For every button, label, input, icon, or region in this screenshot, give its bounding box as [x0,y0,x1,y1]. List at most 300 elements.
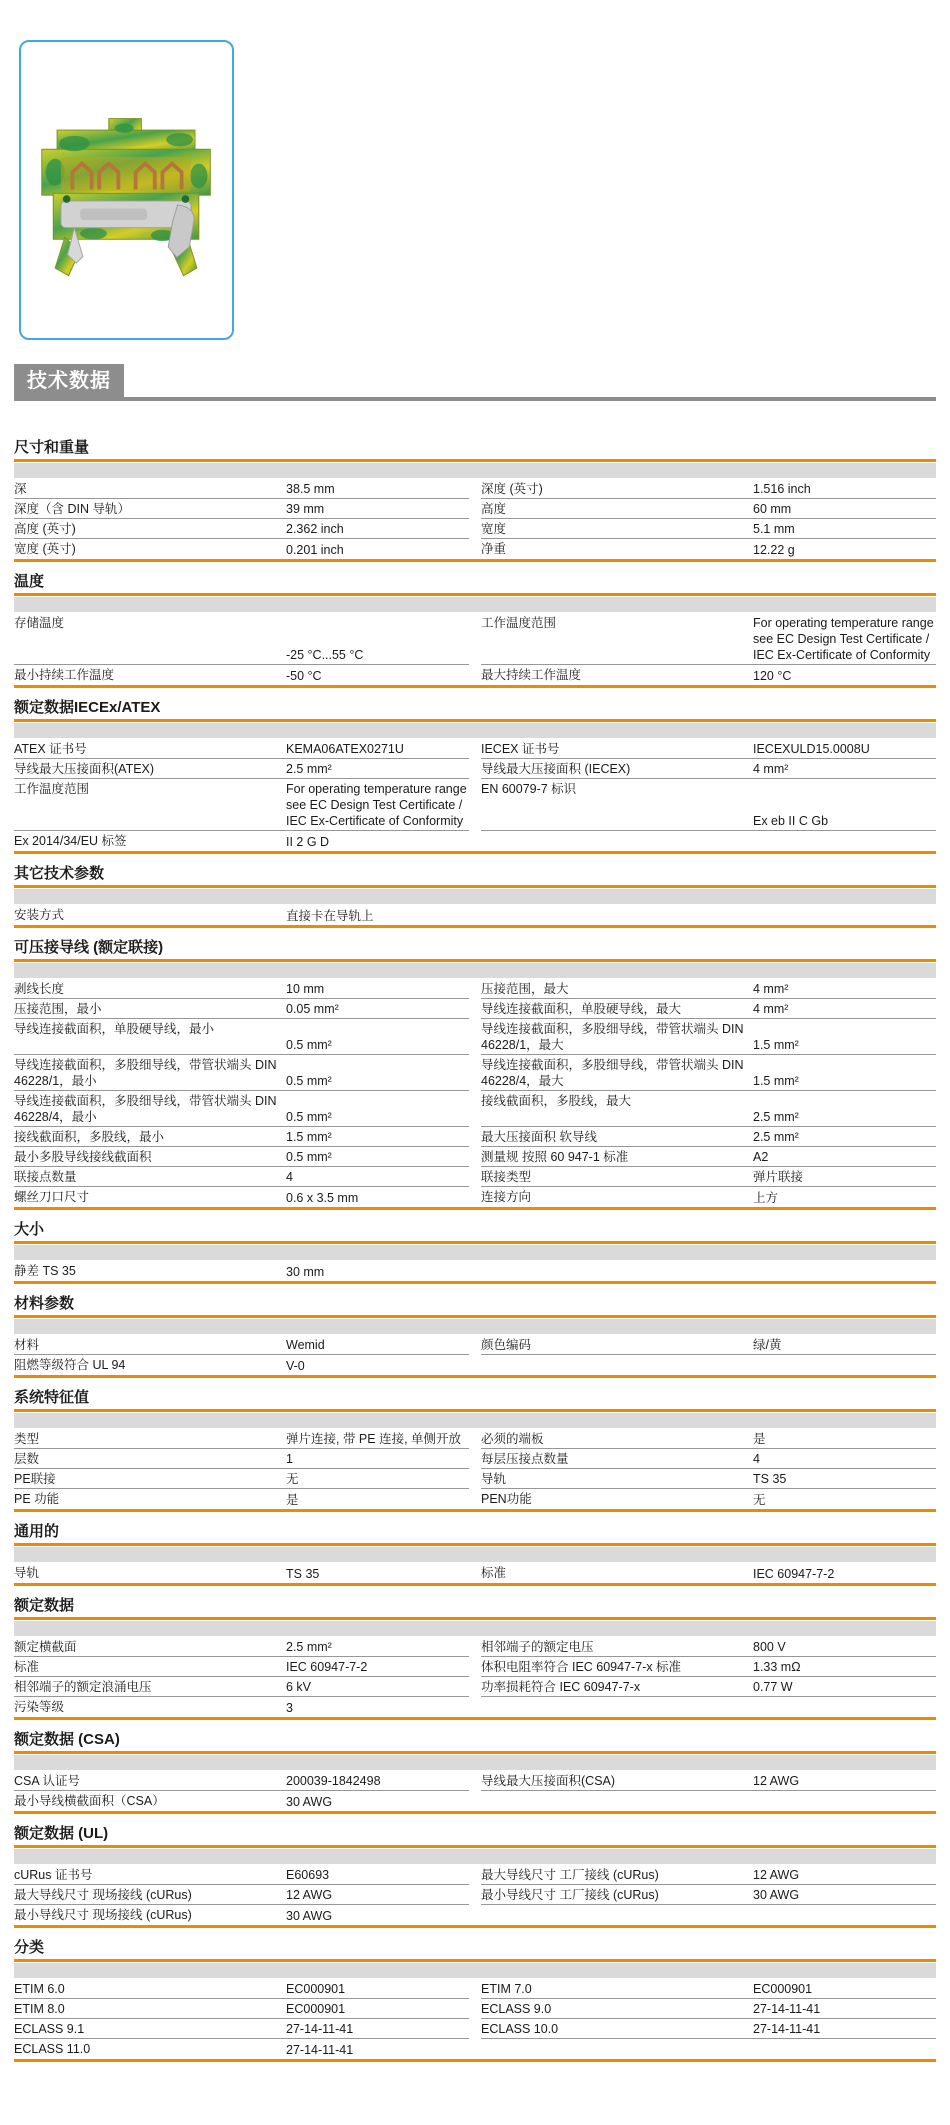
spec-value: 1.33 mΩ [753,1660,801,1674]
spec-value: 1 [286,1452,293,1466]
spec-value: 2.5 mm² [286,762,332,776]
section-bottom-rule [14,1811,936,1814]
spec-value: 直接卡在导轨上 [286,909,374,923]
spec-label: 导线最大压接面积(CSA) [481,1774,616,1788]
spec-label: 最小持续工作温度 [14,668,115,682]
spec-label: 宽度 [481,522,507,536]
section-bottom-rule [14,1375,936,1378]
spec-label: ATEX 证书号 [14,742,87,756]
spec-label: ECLASS 10.0 [481,2022,559,2036]
spec-cell [481,1905,936,1925]
spec-cell [481,1697,936,1717]
spec-cell [14,1979,469,1999]
spec-value: 是 [286,1493,299,1507]
spec-cell [14,1563,469,1583]
spec-cell [14,779,469,831]
spec-value: -50 °C [286,669,322,683]
spec-value: IECEXULD15.0008U [753,742,870,756]
spec-value: 200039-1842498 [286,1774,381,1788]
spec-label: 接线截面积，多股线，最小 [14,1130,165,1144]
spec-cell [14,1657,469,1677]
spec-cell [14,905,469,925]
spec-value: 0.77 W [753,1680,793,1694]
spec-label: 导线连接截面积，多股细导线，带管状端头 DIN 46228/1，最大 [481,1022,744,1052]
spec-label: ETIM 8.0 [14,2002,65,2016]
section-title: 额定数据 (UL) [14,1825,109,1842]
section-title: 额定数据 (CSA) [14,1731,120,1748]
product-image [36,114,218,286]
spec-value: IEC 60947-7-2 [753,1567,835,1581]
spec-cell [14,1791,469,1811]
spec-value: 上方 [753,1191,779,1205]
spec-value: 60 mm [753,502,792,516]
section-10 [14,1731,936,1814]
section-3 [14,865,936,928]
spec-cell [14,759,469,779]
spec-value: 1.5 mm² [753,1074,799,1088]
spec-cell [14,1865,469,1885]
spec-cell [14,1905,469,1925]
spec-cell [481,1979,936,1999]
spec-value: 27-14-11-41 [286,2043,354,2057]
spec-label: 导线连接截面积，单股硬导线，最小 [14,1022,215,1036]
spec-value: E60693 [286,1868,330,1882]
spec-table [14,739,936,851]
spec-value: 是 [753,1432,766,1446]
section-header-band [14,1547,936,1562]
spec-cell [481,1677,936,1697]
spec-value: 0.05 mm² [286,1002,339,1016]
spec-label: 最小导线横截面积（CSA） [14,1794,165,1808]
spec-cell [481,1335,936,1355]
spec-cell [481,1563,936,1583]
spec-value: 弹片连接, 带 PE 连接, 单侧开放 [286,1432,462,1446]
section-bottom-rule [14,2059,936,2062]
spec-label: 高度 (英寸) [14,522,76,536]
spec-value: 6 kV [286,1680,312,1694]
spec-label: 导线最大压接面积 (IECEX) [481,762,631,776]
spec-cell [14,1999,469,2019]
spec-label: IECEX 证书号 [481,742,560,756]
spec-label: 存储温度 [14,616,65,630]
section-2 [14,699,936,854]
spec-cell [481,1355,936,1375]
spec-cell [481,1261,936,1281]
spec-label: 导线连接截面积，多股细导线，带管状端头 DIN 46228/4，最大 [481,1058,744,1088]
spec-label: 工作温度范围 [14,782,90,796]
spec-label: 连接方向 [481,1190,532,1204]
spec-cell [481,1167,936,1187]
spec-value: 1.5 mm² [286,1130,332,1144]
spec-label: 测量规 按照 60 947-1 标准 [481,1150,629,1164]
spec-value: 0.201 inch [286,543,344,557]
terminal-block-body [41,119,210,276]
spec-label: 体积电阻率符合 IEC 60947-7-x 标准 [481,1660,682,1674]
spec-table [14,1429,936,1509]
spec-cell [481,1999,936,2019]
section-title: 额定数据 [14,1597,75,1614]
spec-label: 标准 [481,1566,507,1580]
spec-cell [14,479,469,499]
spec-cell [14,613,469,665]
section-header-band [14,1245,936,1260]
spec-cell [481,479,936,499]
spec-value: IEC 60947-7-2 [286,1660,368,1674]
spec-value: 0.5 mm² [286,1038,332,1052]
spec-value: 弹片联接 [753,1170,804,1184]
spec-cell [481,2019,936,2039]
section-bottom-rule [14,1509,936,1512]
spec-table [14,1563,936,1583]
spec-table [14,1335,936,1375]
spec-label: 导线连接截面积，多股细导线，带管状端头 DIN 46228/1，最小 [14,1058,277,1088]
spec-label: ECLASS 9.1 [14,2022,85,2036]
section-bottom-rule [14,1281,936,1284]
spec-cell [481,1147,936,1167]
section-title: 可压接导线 (额定联接) [14,939,164,956]
spec-cell [14,1167,469,1187]
spec-cell [481,1127,936,1147]
spec-cell [481,1791,936,1811]
spec-value: EC000901 [286,1982,346,1996]
spec-value: 30 AWG [286,1909,333,1923]
section-6 [14,1295,936,1378]
spec-label: 必须的端板 [481,1432,544,1446]
section-bottom-rule [14,559,936,562]
section-top-rule [14,719,936,722]
spec-cell [14,2019,469,2039]
spec-label: CSA 认证号 [14,1774,80,1788]
spec-table [14,1771,936,1811]
tech-data-heading: 技术数据 [14,364,124,397]
section-8 [14,1523,936,1586]
spec-cell [481,1449,936,1469]
spec-table [14,1637,936,1717]
spec-label: Ex 2014/34/EU 标签 [14,834,127,848]
spec-label: 层数 [14,1452,40,1466]
spec-value: 0.5 mm² [286,1074,332,1088]
spec-cell [481,1885,936,1905]
spec-value: 0.6 x 3.5 mm [286,1191,359,1205]
section-title: 额定数据IECEx/ATEX [14,699,161,716]
section-top-rule [14,1617,936,1620]
spec-cell [481,779,936,831]
section-bottom-rule [14,1925,936,1928]
spec-value: 4 mm² [753,762,789,776]
section-header-band [14,1621,936,1636]
section-7 [14,1389,936,1512]
spec-cell [481,665,936,685]
spec-label: 净重 [481,542,507,556]
spec-label: 阻燃等级符合 UL 94 [14,1358,126,1372]
spec-cell [481,539,936,559]
spec-cell [481,999,936,1019]
spec-value: 38.5 mm [286,482,335,496]
spec-label: 导线连接截面积，单股硬导线，最大 [481,1002,682,1016]
spec-label: 螺丝刀口尺寸 [14,1190,90,1204]
spec-cell [481,1657,936,1677]
section-0 [14,439,936,562]
section-title: 通用的 [14,1523,60,1540]
spec-value: 39 mm [286,502,325,516]
spec-cell [14,739,469,759]
spec-label: 最大压接面积 软导线 [481,1130,597,1144]
section-top-rule [14,1241,936,1244]
spec-label: ECLASS 9.0 [481,2002,552,2016]
spec-label: 相邻端子的额定电压 [481,1640,594,1654]
spec-value: 12.22 g [753,543,795,557]
spec-label: 功率损耗符合 IEC 60947-7-x [481,1680,641,1694]
section-9 [14,1597,936,1720]
spec-value: 4 mm² [753,982,789,996]
spec-label: PEN功能 [481,1492,532,1506]
spec-cell [14,1677,469,1697]
spec-label: 导线连接截面积，多股细导线，带管状端头 DIN 46228/4，最小 [14,1094,277,1124]
spec-label: cURus 证书号 [14,1868,93,1882]
spec-value: 无 [753,1493,766,1507]
spec-cell [481,759,936,779]
spec-label: PE联接 [14,1472,56,1486]
spec-cell [14,1449,469,1469]
spec-table [14,1979,936,2059]
section-header-band [14,889,936,904]
spec-cell [481,1055,936,1091]
spec-label: 深度 (英寸) [481,482,543,496]
spec-label: 标准 [14,1660,40,1674]
spec-cell [14,1489,469,1509]
spec-cell [14,519,469,539]
section-header-band [14,1319,936,1334]
spec-label: 最大导线尺寸 工厂接线 (cURus) [481,1868,659,1882]
spec-value: 120 °C [753,669,792,683]
spec-cell [14,1771,469,1791]
section-5 [14,1221,936,1284]
spec-cell [14,1637,469,1657]
section-header-band [14,1963,936,1978]
spec-cell [14,831,469,851]
spec-cell [481,1019,936,1055]
sections-container [14,439,936,2062]
spec-label: 导线最大压接面积(ATEX) [14,762,155,776]
spec-value: TS 35 [753,1472,787,1486]
spec-value: 30 mm [286,1265,325,1279]
spec-value: 30 AWG [753,1888,800,1902]
section-header-band [14,1755,936,1770]
spec-label: ETIM 7.0 [481,1982,532,1996]
section-title: 材料参数 [14,1295,75,1312]
section-header-band [14,1849,936,1864]
spec-table [14,905,936,925]
spec-value: II 2 G D [286,835,330,849]
spec-value: 27-14-11-41 [753,2002,821,2016]
spec-value: 1.5 mm² [753,1038,799,1052]
spec-label: 导轨 [14,1566,40,1580]
section-header-band [14,723,936,738]
spec-label: 污染等级 [14,1700,65,1714]
spec-cell [481,1865,936,1885]
spec-cell [14,1469,469,1489]
spec-cell [14,1187,469,1207]
spec-table [14,613,936,685]
spec-cell [14,1885,469,1905]
spec-label: 最小多股导线接线截面积 [14,1150,152,1164]
spec-value: Wemid [286,1338,325,1352]
section-top-rule [14,1315,936,1318]
spec-label: ETIM 6.0 [14,1982,65,1996]
section-12 [14,1939,936,2062]
section-top-rule [14,1409,936,1412]
section-header-band [14,1413,936,1428]
spec-cell [14,1335,469,1355]
section-header-band [14,463,936,478]
spec-label: 安装方式 [14,908,65,922]
spec-value: 27-14-11-41 [286,2022,354,2036]
spec-cell [14,1147,469,1167]
spec-table [14,479,936,559]
section-title: 其它技术参数 [14,865,105,882]
section-top-rule [14,1543,936,1546]
spec-cell [14,1091,469,1127]
spec-cell [14,1697,469,1717]
spec-cell [481,979,936,999]
spec-label: 接线截面积，多股线，最大 [481,1094,632,1108]
spec-cell [481,905,936,925]
spec-label: 压接范围，最小 [14,1002,102,1016]
spec-value: EC000901 [286,2002,346,2016]
spec-cell [481,1637,936,1657]
spec-value: 绿/黄 [753,1338,782,1352]
section-title: 系统特征值 [14,1389,90,1406]
spec-label: 高度 [481,502,507,516]
spec-value: 12 AWG [286,1888,333,1902]
spec-cell [481,1091,936,1127]
spec-value: 2.5 mm² [753,1130,799,1144]
spec-value: Ex eb II C Gb [753,814,829,828]
spec-label: 导轨 [481,1472,507,1486]
spec-cell [14,1019,469,1055]
spec-label: 最小导线尺寸 工厂接线 (cURus) [481,1888,659,1902]
spec-value: 4 [286,1170,293,1184]
spec-value: 10 mm [286,982,325,996]
section-top-rule [14,1959,936,1962]
spec-cell [14,665,469,685]
spec-label: 深 [14,482,27,496]
section-top-rule [14,959,936,962]
spec-value: For operating temperature range see EC Design Test Certificate / IEC Ex-Certificate of Conformity [753,616,934,662]
spec-label: 剥线长度 [14,982,65,996]
spec-cell [481,739,936,759]
section-bottom-rule [14,1583,936,1586]
spec-value: 0.5 mm² [286,1150,332,1164]
section-4 [14,939,936,1210]
spec-value: 800 V [753,1640,786,1654]
spec-value: For operating temperature range see EC Design Test Certificate / IEC Ex-Certificate of Conformity [286,782,467,828]
section-bottom-rule [14,925,936,928]
spec-label: 每层压接点数量 [481,1452,569,1466]
spec-cell [14,1429,469,1449]
spec-cell [14,539,469,559]
spec-value: KEMA06ATEX0271U [286,742,404,756]
spec-cell [481,613,936,665]
section-1 [14,573,936,688]
spec-label: 材料 [14,1338,40,1352]
spec-label: ECLASS 11.0 [14,2042,91,2056]
spec-value: 5.1 mm [753,522,795,536]
spec-value: TS 35 [286,1567,320,1581]
spec-label: 深度（含 DIN 导轨） [14,502,130,516]
spec-table [14,979,936,1207]
spec-value: 0.5 mm² [286,1110,332,1124]
spec-cell [481,1489,936,1509]
spec-cell [481,831,936,851]
section-bottom-rule [14,1717,936,1720]
spec-label: 静差 TS 35 [14,1264,76,1278]
spec-label: EN 60079-7 标识 [481,782,577,796]
section-top-rule [14,1751,936,1754]
product-photo-frame [19,40,234,340]
tech-data-heading-rule [14,364,936,401]
section-bottom-rule [14,851,936,854]
spec-cell [481,1429,936,1449]
spec-cell [14,1355,469,1375]
section-title: 大小 [14,1221,45,1238]
section-top-rule [14,1845,936,1848]
spec-cell [14,1127,469,1147]
spec-cell [481,1187,936,1207]
section-top-rule [14,593,936,596]
spec-value: V-0 [286,1359,305,1373]
spec-label: 相邻端子的额定浪涌电压 [14,1680,152,1694]
spec-value: 4 mm² [753,1002,789,1016]
spec-value: 2.5 mm² [753,1110,799,1124]
spec-label: 额定横截面 [14,1640,77,1654]
section-bottom-rule [14,685,936,688]
spec-value: 4 [753,1452,760,1466]
spec-label: 联接点数量 [14,1170,77,1184]
section-title: 尺寸和重量 [14,439,90,456]
spec-value: 1.516 inch [753,482,811,496]
section-top-rule [14,459,936,462]
spec-cell [14,999,469,1019]
spec-label: 压接范围，最大 [481,982,569,996]
spec-cell [481,519,936,539]
spec-cell [481,1771,936,1791]
spec-cell [14,1261,469,1281]
section-title: 温度 [14,573,45,590]
spec-table [14,1261,936,1281]
spec-value: 27-14-11-41 [753,2022,821,2036]
section-top-rule [14,885,936,888]
spec-cell [14,1055,469,1091]
spec-cell [481,2039,936,2059]
spec-label: 最大持续工作温度 [481,668,582,682]
spec-value: 2.362 inch [286,522,344,536]
spec-value: -25 °C...55 °C [286,648,364,662]
spec-label: PE 功能 [14,1492,60,1506]
spec-table [14,1865,936,1925]
spec-value: 2.5 mm² [286,1640,332,1654]
spec-value: 无 [286,1472,299,1486]
spec-label: 最大导线尺寸 现场接线 (cURus) [14,1888,192,1902]
spec-cell [14,499,469,519]
spec-label: 类型 [14,1432,40,1446]
spec-value: EC000901 [753,1982,813,1996]
spec-label: 宽度 (英寸) [14,542,76,556]
spec-value: 12 AWG [753,1868,800,1882]
spec-value: 3 [286,1701,293,1715]
spec-value: A2 [753,1150,769,1164]
section-bottom-rule [14,1207,936,1210]
